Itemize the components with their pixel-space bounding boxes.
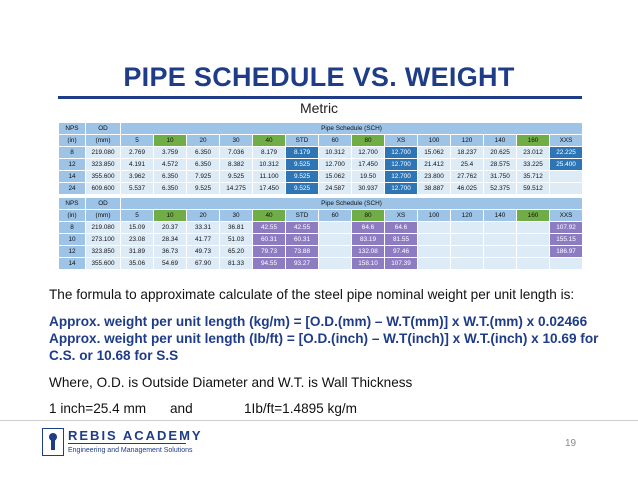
value-cell: 81.33 xyxy=(220,258,253,270)
weight-table xyxy=(58,197,583,270)
schedule-col-header: 120 xyxy=(451,210,484,222)
units-row xyxy=(59,210,583,222)
value-cell: 59.512 xyxy=(517,183,550,195)
value-cell: 6.350 xyxy=(154,171,187,183)
brand-name: REBIS ACADEMY xyxy=(68,428,203,443)
value-cell xyxy=(319,222,352,234)
value-cell: 10.312 xyxy=(253,159,286,171)
nps-unit: (in) xyxy=(59,135,86,147)
value-cell: 9.525 xyxy=(220,171,253,183)
value-cell xyxy=(451,234,484,246)
nps-unit: (in) xyxy=(59,210,86,222)
nps-cell: 8 xyxy=(59,147,86,159)
nps-cell: 12 xyxy=(59,246,86,258)
nps-cell: 12 xyxy=(59,159,86,171)
value-cell: 28.575 xyxy=(484,159,517,171)
title-underline xyxy=(58,96,582,99)
schedule-col-header: 40 xyxy=(253,210,286,222)
value-cell: 60.31 xyxy=(253,234,286,246)
value-cell: 7.925 xyxy=(187,171,220,183)
table-row xyxy=(59,171,583,183)
schedule-col-header: 10 xyxy=(154,210,187,222)
value-cell: 67.90 xyxy=(187,258,220,270)
value-cell: 12.700 xyxy=(352,147,385,159)
formula-lb-line1: Approx. weight per unit length (Ib/ft) = [O.D.(inch) – W.T(inch)] x W.T.(inch) x 10.69 for xyxy=(49,331,599,346)
schedule-col-header: STD xyxy=(286,210,319,222)
value-cell: 94.55 xyxy=(253,258,286,270)
value-cell: 18.237 xyxy=(451,147,484,159)
value-cell: 38.887 xyxy=(418,183,451,195)
value-cell: 93.27 xyxy=(286,258,319,270)
schedule-col-header: 5 xyxy=(121,210,154,222)
value-cell xyxy=(418,258,451,270)
value-cell: 41.77 xyxy=(187,234,220,246)
value-cell xyxy=(484,246,517,258)
schedule-col-header: 160 xyxy=(517,135,550,147)
value-cell xyxy=(319,258,352,270)
value-cell: 158.10 xyxy=(352,258,385,270)
value-cell: 17.450 xyxy=(352,159,385,171)
value-cell: 15.062 xyxy=(319,171,352,183)
value-cell: 12.700 xyxy=(385,159,418,171)
value-cell: 155.15 xyxy=(550,234,583,246)
value-cell: 54.69 xyxy=(154,258,187,270)
od-unit: (mm) xyxy=(86,135,121,147)
value-cell: 42.55 xyxy=(253,222,286,234)
keyhole-logo-icon xyxy=(42,428,64,456)
value-cell: 28.34 xyxy=(154,234,187,246)
schedule-col-header: 10 xyxy=(154,135,187,147)
value-cell: 27.762 xyxy=(451,171,484,183)
value-cell: 36.73 xyxy=(154,246,187,258)
value-cell: 22.225 xyxy=(550,147,583,159)
value-cell: 11.100 xyxy=(253,171,286,183)
schedule-col-header: 140 xyxy=(484,210,517,222)
value-cell xyxy=(517,258,550,270)
formula-intro: The formula to approximate calculate of the steel pipe nominal weight per unit length is: xyxy=(49,287,575,302)
value-cell: 49.73 xyxy=(187,246,220,258)
value-cell: 19.50 xyxy=(352,171,385,183)
od-cell: 609.600 xyxy=(86,183,121,195)
schedule-col-header: XS xyxy=(385,210,418,222)
od-cell: 323.850 xyxy=(86,159,121,171)
value-cell: 79.73 xyxy=(253,246,286,258)
value-cell: 36.81 xyxy=(220,222,253,234)
value-cell: 14.275 xyxy=(220,183,253,195)
value-cell: 35.712 xyxy=(517,171,550,183)
value-cell: 132.08 xyxy=(352,246,385,258)
value-cell: 20.625 xyxy=(484,147,517,159)
value-cell xyxy=(517,222,550,234)
value-cell xyxy=(550,183,583,195)
table-row xyxy=(59,222,583,234)
value-cell xyxy=(418,222,451,234)
od-cell: 323.850 xyxy=(86,246,121,258)
od-cell: 355.600 xyxy=(86,258,121,270)
units-row xyxy=(59,135,583,147)
value-cell: 23.800 xyxy=(418,171,451,183)
value-cell: 73.88 xyxy=(286,246,319,258)
nps-cell: 24 xyxy=(59,183,86,195)
table-row xyxy=(59,159,583,171)
od-header: OD xyxy=(86,123,121,135)
od-cell: 219.080 xyxy=(86,222,121,234)
value-cell: 33.31 xyxy=(187,222,220,234)
value-cell xyxy=(319,246,352,258)
schedule-col-header: 80 xyxy=(352,135,385,147)
schedule-col-header: 20 xyxy=(187,135,220,147)
value-cell: 24.587 xyxy=(319,183,352,195)
value-cell: 5.537 xyxy=(121,183,154,195)
value-cell: 35.06 xyxy=(121,258,154,270)
schedule-col-header: XS xyxy=(385,135,418,147)
conversion-lb: 1Ib/ft=1.4895 kg/m xyxy=(244,401,357,416)
value-cell xyxy=(451,222,484,234)
value-cell: 64.6 xyxy=(385,222,418,234)
value-cell xyxy=(319,234,352,246)
brand-underline xyxy=(68,443,186,444)
value-cell: 186.97 xyxy=(550,246,583,258)
value-cell: 83.19 xyxy=(352,234,385,246)
table-row xyxy=(59,147,583,159)
nps-header: NPS xyxy=(59,123,86,135)
header-row xyxy=(59,198,583,210)
schedule-col-header: 60 xyxy=(319,135,352,147)
value-cell: 4.572 xyxy=(154,159,187,171)
value-cell xyxy=(451,246,484,258)
value-cell: 15.09 xyxy=(121,222,154,234)
value-cell: 64.6 xyxy=(352,222,385,234)
value-cell: 60.31 xyxy=(286,234,319,246)
value-cell xyxy=(517,234,550,246)
value-cell: 8.179 xyxy=(253,147,286,159)
value-cell: 46.025 xyxy=(451,183,484,195)
schedule-col-header: XXS xyxy=(550,135,583,147)
schedule-col-header: 80 xyxy=(352,210,385,222)
od-unit: (mm) xyxy=(86,210,121,222)
od-cell: 273.100 xyxy=(86,234,121,246)
formula-lb-line2: C.S. or 10.68 for S.S xyxy=(49,348,179,363)
value-cell: 65.20 xyxy=(220,246,253,258)
value-cell: 12.700 xyxy=(385,183,418,195)
value-cell: 33.225 xyxy=(517,159,550,171)
value-cell: 3.962 xyxy=(121,171,154,183)
footer-divider xyxy=(0,420,638,421)
value-cell: 23.08 xyxy=(121,234,154,246)
value-cell: 23.012 xyxy=(517,147,550,159)
od-cell: 355.600 xyxy=(86,171,121,183)
value-cell: 6.350 xyxy=(187,147,220,159)
value-cell: 12.700 xyxy=(319,159,352,171)
schedule-col-header: 140 xyxy=(484,135,517,147)
value-cell: 12.700 xyxy=(385,147,418,159)
schedule-col-header: 100 xyxy=(418,210,451,222)
value-cell: 3.759 xyxy=(154,147,187,159)
schedule-col-header: 30 xyxy=(220,135,253,147)
value-cell: 21.412 xyxy=(418,159,451,171)
schedule-header: Pipe Schedule (SCH) xyxy=(121,198,583,210)
formula-kg: Approx. weight per unit length (kg/m) = [O.D.(mm) – W.T(mm)] x W.T.(mm) x 0.02466 xyxy=(49,314,588,329)
nps-header: NPS xyxy=(59,198,86,210)
schedule-col-header: 20 xyxy=(187,210,220,222)
value-cell: 8.382 xyxy=(220,159,253,171)
value-cell: 107.39 xyxy=(385,258,418,270)
schedule-col-header: STD xyxy=(286,135,319,147)
value-cell: 52.375 xyxy=(484,183,517,195)
value-cell xyxy=(418,246,451,258)
value-cell: 107.92 xyxy=(550,222,583,234)
value-cell xyxy=(484,234,517,246)
value-cell: 25.4 xyxy=(451,159,484,171)
value-cell: 10.312 xyxy=(319,147,352,159)
value-cell xyxy=(451,258,484,270)
value-cell: 6.350 xyxy=(187,159,220,171)
conversion-and: and xyxy=(170,401,193,416)
subtitle: Metric xyxy=(299,100,339,116)
where-line: Where, O.D. is Outside Diameter and W.T. is Wall Thickness xyxy=(49,375,413,390)
nps-cell: 8 xyxy=(59,222,86,234)
table-row xyxy=(59,258,583,270)
value-cell: 12.700 xyxy=(385,171,418,183)
schedule-col-header: 40 xyxy=(253,135,286,147)
schedule-col-header: 5 xyxy=(121,135,154,147)
value-cell: 51.03 xyxy=(220,234,253,246)
schedule-col-header: XXS xyxy=(550,210,583,222)
schedule-col-header: 160 xyxy=(517,210,550,222)
schedule-col-header: 100 xyxy=(418,135,451,147)
table-row xyxy=(59,234,583,246)
brand-tagline: Engineering and Management Solutions xyxy=(68,447,193,454)
value-cell: 15.062 xyxy=(418,147,451,159)
value-cell xyxy=(484,258,517,270)
keyhole-stem xyxy=(51,440,55,450)
value-cell: 97.46 xyxy=(385,246,418,258)
od-cell: 219.080 xyxy=(86,147,121,159)
value-cell: 4.191 xyxy=(121,159,154,171)
value-cell: 7.036 xyxy=(220,147,253,159)
nps-cell: 14 xyxy=(59,258,86,270)
value-cell xyxy=(517,246,550,258)
value-cell: 30.937 xyxy=(352,183,385,195)
conversion-inch: 1 inch=25.4 mm xyxy=(49,401,147,416)
value-cell xyxy=(550,258,583,270)
schedule-header: Pipe Schedule (SCH) xyxy=(121,123,583,135)
value-cell: 9.525 xyxy=(286,183,319,195)
nps-cell: 14 xyxy=(59,171,86,183)
value-cell: 2.769 xyxy=(121,147,154,159)
value-cell: 20.37 xyxy=(154,222,187,234)
schedule-col-header: 120 xyxy=(451,135,484,147)
schedule-col-header: 30 xyxy=(220,210,253,222)
value-cell xyxy=(484,222,517,234)
table-row xyxy=(59,183,583,195)
value-cell xyxy=(418,234,451,246)
value-cell: 9.525 xyxy=(286,159,319,171)
value-cell: 9.525 xyxy=(286,171,319,183)
value-cell: 25.400 xyxy=(550,159,583,171)
value-cell xyxy=(550,171,583,183)
wall-thickness-table xyxy=(58,122,583,195)
value-cell: 8.179 xyxy=(286,147,319,159)
page-number: 19 xyxy=(565,438,577,449)
table-row xyxy=(59,246,583,258)
od-header: OD xyxy=(86,198,121,210)
value-cell: 31.89 xyxy=(121,246,154,258)
value-cell: 81.55 xyxy=(385,234,418,246)
nps-cell: 10 xyxy=(59,234,86,246)
value-cell: 9.525 xyxy=(187,183,220,195)
value-cell: 17.450 xyxy=(253,183,286,195)
header-row xyxy=(59,123,583,135)
page-title: PIPE SCHEDULE VS. WEIGHT xyxy=(123,62,515,92)
schedule-col-header: 60 xyxy=(319,210,352,222)
value-cell: 31.750 xyxy=(484,171,517,183)
value-cell: 42.55 xyxy=(286,222,319,234)
value-cell: 6.350 xyxy=(154,183,187,195)
